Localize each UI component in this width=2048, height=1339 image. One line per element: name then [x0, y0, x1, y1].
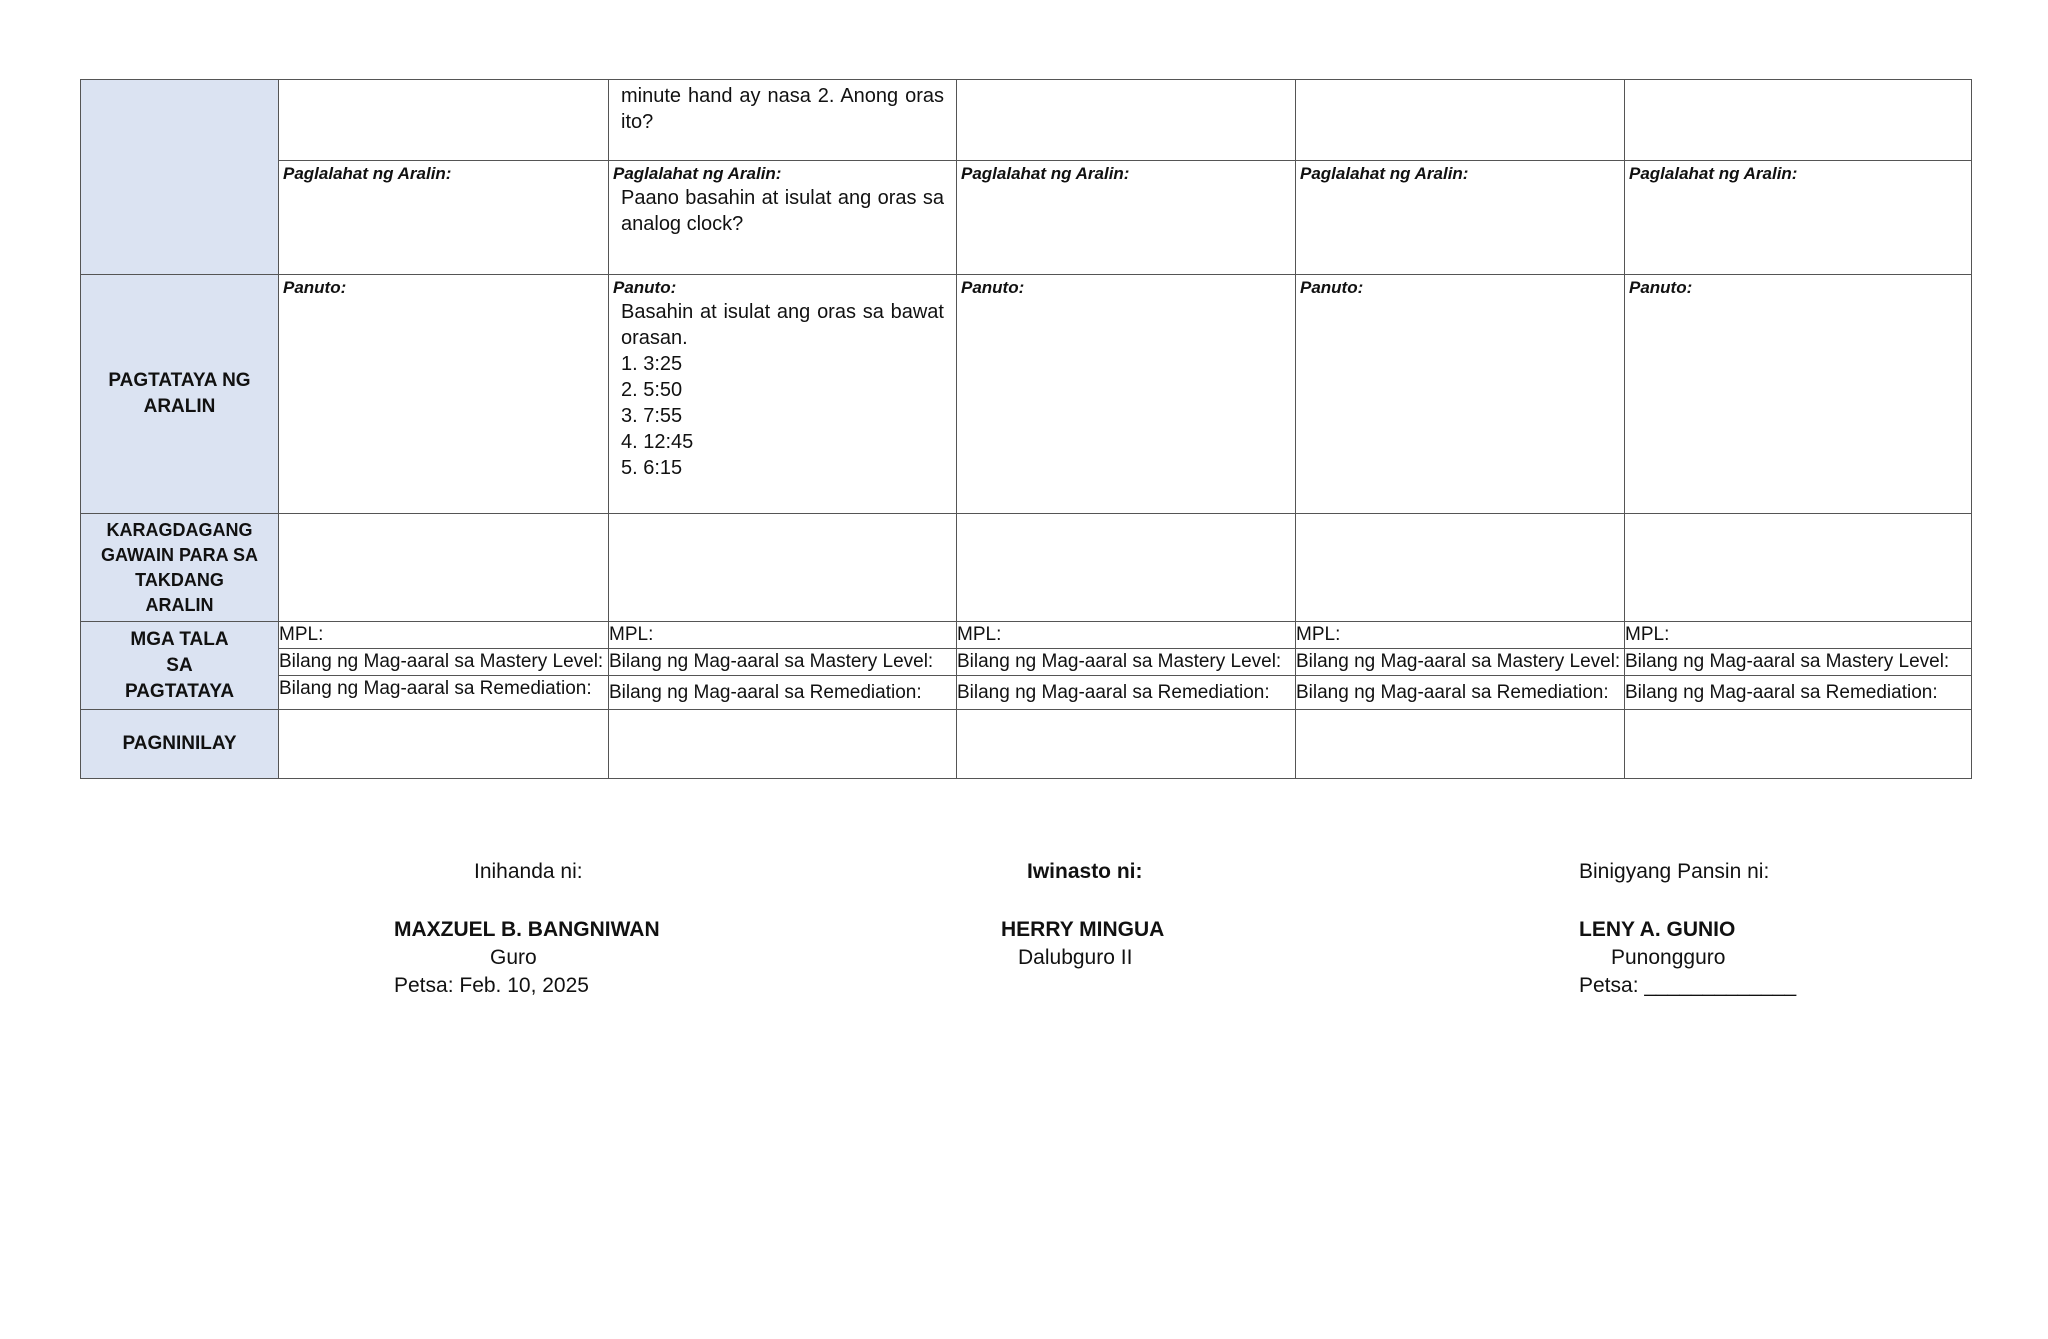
panuto-cell-3 [957, 275, 1296, 514]
signature-name: LENY A. GUNIO [1579, 918, 1736, 941]
panuto-item: 4. 12:45 [621, 431, 694, 453]
paglalahat-label: Paglalahat ng Aralin: [1300, 164, 1469, 183]
signature-name: MAXZUEL B. BANGNIWAN [394, 918, 660, 941]
panuto-label: Panuto: [613, 278, 677, 297]
side-header-text: GAWAIN PARA SA [100, 544, 258, 565]
empty-cell [957, 514, 1296, 622]
paglalahat-cell-1 [279, 161, 609, 275]
side-header-text: ARALIN [145, 594, 214, 615]
table-row [81, 649, 1972, 676]
signature-role: Guro [490, 946, 537, 969]
mastery-cell: Bilang ng Mag-aaral sa Mastery Level: [1625, 649, 1972, 676]
side-header-karagdagang [81, 514, 279, 622]
paglalahat-text: Paano basahin at isulat ang oras sa analog clock? [621, 187, 944, 235]
signature-heading: Iwinasto ni: [1027, 860, 1143, 883]
paglalahat-label: Paglalahat ng Aralin: [613, 164, 782, 183]
table-row [81, 514, 1972, 622]
table-row [81, 275, 1972, 514]
panuto-label: Panuto: [1300, 278, 1364, 297]
signature-role: Punongguro [1611, 946, 1726, 969]
side-header-text: KARAGDAGANG [106, 519, 253, 540]
side-header-mga-tala [81, 622, 279, 710]
mpl-cell: MPL: [957, 622, 1296, 649]
mastery-cell: Bilang ng Mag-aaral sa Mastery Level: [1296, 649, 1625, 676]
signature-checked [1001, 858, 1261, 972]
empty-cell [1625, 514, 1972, 622]
side-header-text: PAGTATAYA NG [108, 370, 251, 391]
empty-cell [1296, 710, 1625, 779]
panuto-cell-1 [279, 275, 609, 514]
cell-tuesday [609, 80, 957, 161]
remediation-cell: Bilang ng Mag-aaral sa Remediation: [957, 676, 1296, 710]
panuto-label: Panuto: [961, 278, 1025, 297]
empty-cell [609, 710, 957, 779]
paglalahat-label: Paglalahat ng Aralin: [283, 164, 452, 183]
side-header-text: SA [166, 654, 193, 676]
mpl-cell: MPL: [1625, 622, 1972, 649]
signature-role: Dalubguro II [1018, 946, 1133, 969]
empty-cell [1296, 514, 1625, 622]
paglalahat-cell-2 [609, 161, 957, 275]
paglalahat-cell-3 [957, 161, 1296, 275]
mpl-cell: MPL: [609, 622, 957, 649]
remediation-cell: Bilang ng Mag-aaral sa Remediation: [279, 676, 609, 710]
side-header-blank [81, 80, 279, 275]
signature-date: Petsa: Feb. 10, 2025 [394, 974, 589, 997]
panuto-instruction: Basahin at isulat ang oras sa bawat orasan. [621, 301, 944, 349]
lesson-plan-page [80, 79, 1971, 779]
signature-prepared [394, 858, 724, 1000]
table-row [81, 161, 1972, 275]
signature-name: HERRY MINGUA [1001, 918, 1165, 941]
empty-cell [609, 514, 957, 622]
lesson-plan-table [80, 79, 1972, 779]
mpl-cell: MPL: [1296, 622, 1625, 649]
mastery-cell: Bilang ng Mag-aaral sa Mastery Level: [957, 649, 1296, 676]
panuto-label: Panuto: [283, 278, 347, 297]
remediation-cell: Bilang ng Mag-aaral sa Remediation: [1296, 676, 1625, 710]
panuto-item: 5. 6:15 [621, 457, 683, 479]
table-row [81, 622, 1972, 649]
paglalahat-cell-4 [1296, 161, 1625, 275]
cell-monday [279, 80, 609, 161]
side-header-text: TAKDANG [135, 569, 224, 590]
empty-cell [957, 710, 1296, 779]
mastery-cell: Bilang ng Mag-aaral sa Mastery Level: [609, 649, 957, 676]
table-row [81, 710, 1972, 779]
remediation-cell: Bilang ng Mag-aaral sa Remediation: [1625, 676, 1972, 710]
signature-heading: Binigyang Pansin ni: [1579, 860, 1770, 883]
paglalahat-label: Paglalahat ng Aralin: [1629, 164, 1798, 183]
panuto-item: 3. 7:55 [621, 405, 683, 427]
signature-noted [1579, 858, 1879, 1000]
paglalahat-label: Paglalahat ng Aralin: [961, 164, 1130, 183]
side-header-pagninilay: PAGNINILAY [81, 710, 279, 779]
table-row [81, 80, 1972, 161]
mpl-cell: MPL: [279, 622, 609, 649]
remediation-cell: Bilang ng Mag-aaral sa Remediation: [609, 676, 957, 710]
question-text: minute hand ay nasa 2. Anong oras ito? [621, 85, 944, 133]
empty-cell [1625, 710, 1972, 779]
side-header-text: MGA TALA [130, 628, 229, 650]
side-header-pagtataya [81, 275, 279, 514]
side-header-text: PAGTATAYA [124, 680, 235, 702]
cell-thursday [1296, 80, 1625, 161]
panuto-cell-5 [1625, 275, 1972, 514]
panuto-item: 1. 3:25 [621, 353, 683, 375]
table-row [81, 676, 1972, 710]
signature-heading: Inihanda ni: [474, 860, 583, 883]
empty-cell [279, 514, 609, 622]
cell-wednesday [957, 80, 1296, 161]
panuto-cell-4 [1296, 275, 1625, 514]
empty-cell [279, 710, 609, 779]
mastery-cell: Bilang ng Mag-aaral sa Mastery Level: [279, 649, 609, 676]
paglalahat-cell-5 [1625, 161, 1972, 275]
side-header-text: ARALIN [143, 396, 216, 417]
panuto-label: Panuto: [1629, 278, 1693, 297]
panuto-item: 2. 5:50 [621, 379, 683, 401]
signature-date: Petsa: _____________ [1579, 974, 1797, 997]
cell-friday [1625, 80, 1972, 161]
panuto-cell-2 [609, 275, 957, 514]
